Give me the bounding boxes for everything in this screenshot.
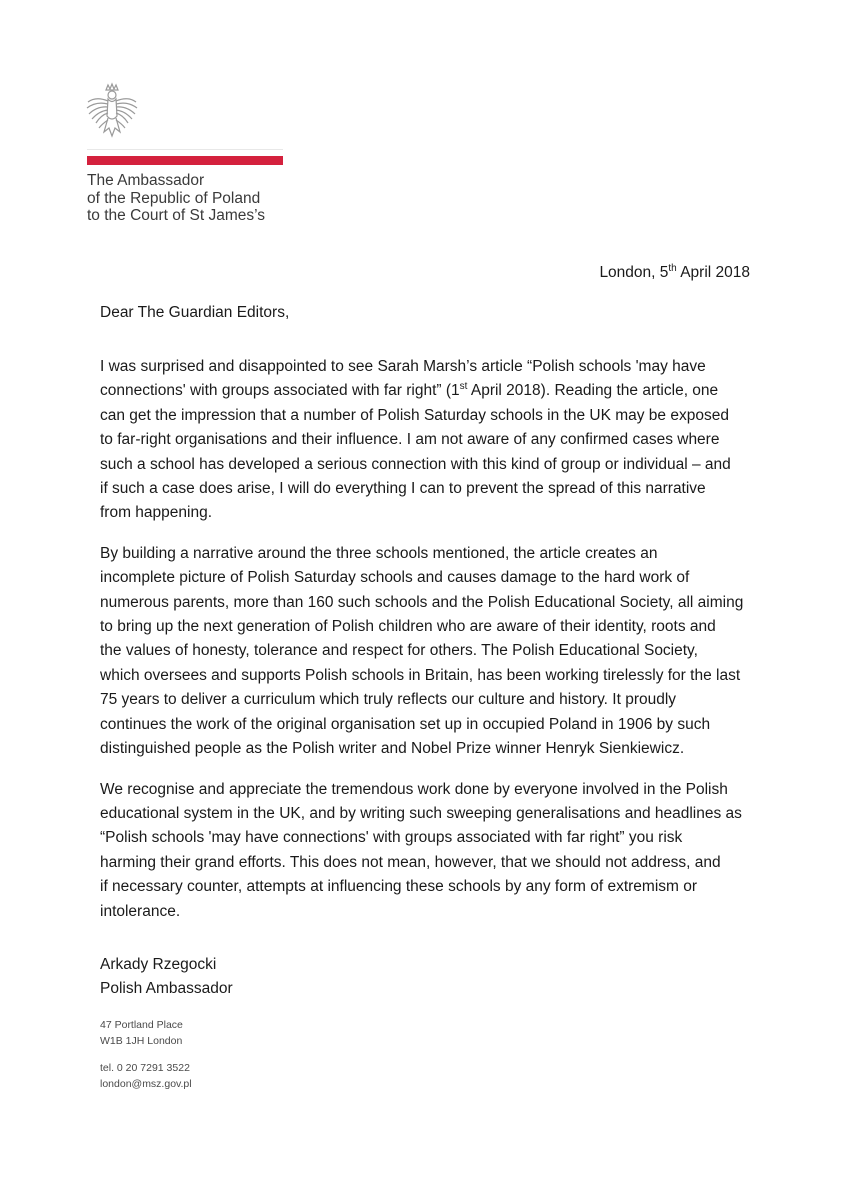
body-line: intolerance. [100, 902, 181, 920]
body-line: distinguished people as the Polish writer and Nobel Prize winner Henryk Sienkiewicz. [100, 740, 685, 758]
body-line: numerous parents, more than 160 such schools and the Polish Educational Society, all aiming [100, 593, 744, 611]
body-line: if such a case does arise, I will do everything I can to prevent the spread of this narrative [100, 480, 706, 498]
body-line-part: connections' with groups associated with far right” (1 [100, 382, 460, 400]
body-line-part: April 2018). Reading the article, one [467, 382, 719, 400]
salutation: Dear The Guardian Editors, [100, 304, 290, 321]
body-line: the values of honesty, tolerance and respect for others. The Polish Educational Society, [100, 642, 698, 660]
polish-flag-bar [87, 149, 283, 165]
spacer [100, 1049, 192, 1061]
sender-line: to the Court of St James’s [87, 207, 266, 224]
body-line: I was surprised and disappointed to see Sarah Marsh’s article “Polish schools 'may have [100, 358, 706, 375]
paragraph-3 [100, 778, 760, 924]
date-suffix: April 2018 [676, 264, 750, 281]
body-line [100, 379, 760, 403]
sender-line: The Ambassador [87, 172, 205, 189]
footer-contact [100, 1018, 192, 1092]
body-line: which oversees and supports Polish schools in Britain, has been working tirelessly for the last [100, 666, 741, 684]
date-prefix: London, 5 [599, 264, 669, 281]
body-line: such a school has developed a serious connection with this kind of group or individual – and [100, 455, 731, 473]
signature-title: Polish Ambassador [100, 980, 233, 997]
body-line: to far-right organisations and their influence. I am not aware of any confirmed cases where [100, 431, 720, 449]
flag-red-stripe [87, 156, 283, 165]
address-line: 47 Portland Place [100, 1019, 183, 1031]
body-line: continues the work of the original organisation set up in occupied Poland in 1906 by such [100, 715, 711, 733]
body-line: if necessary counter, attempts at influencing these schools by any form of extremism or [100, 878, 698, 896]
date-ordinal: th [668, 262, 677, 274]
signature-block [100, 953, 233, 1001]
signature-name: Arkady Rzegocki [100, 956, 217, 973]
letter-date [599, 262, 750, 284]
address-line: W1B 1JH London [100, 1034, 183, 1047]
body-line: can get the impression that a number of Polish Saturday schools in the UK may be exposed [100, 406, 729, 424]
date-ordinal: st [459, 381, 468, 393]
body-line: “Polish schools 'may have connections' with groups associated with far right” you risk [100, 829, 683, 847]
body-line: By building a narrative around the three schools mentioned, the article creates an [100, 544, 658, 562]
polish-eagle-emblem-icon [84, 82, 140, 142]
body-line: from happening. [100, 504, 213, 522]
paragraph-1 [100, 355, 760, 526]
phone-number: tel. 0 20 7291 3522 [100, 1062, 190, 1074]
body-line: incomplete picture of Polish Saturday schools and causes damage to the hard work of [100, 569, 690, 587]
email-address: london@msz.gov.pl [100, 1077, 192, 1090]
sender-block [87, 172, 265, 225]
body-line: We recognise and appreciate the tremendous work done by everyone involved in the Polish [100, 780, 728, 798]
paragraph-2 [100, 542, 760, 762]
body-line: harming their grand efforts. This does not mean, however, that we should not address, and [100, 853, 721, 871]
letter-body [100, 355, 760, 940]
sender-line: of the Republic of Poland [87, 189, 261, 207]
body-line: educational system in the UK, and by writing such sweeping generalisations and headlines as [100, 804, 742, 822]
flag-white-stripe [87, 149, 283, 156]
body-line: 75 years to deliver a curriculum which truly reflects our culture and history. It proudly [100, 691, 677, 709]
body-line: to bring up the next generation of Polish children who are aware of their identity, roots and [100, 618, 716, 636]
